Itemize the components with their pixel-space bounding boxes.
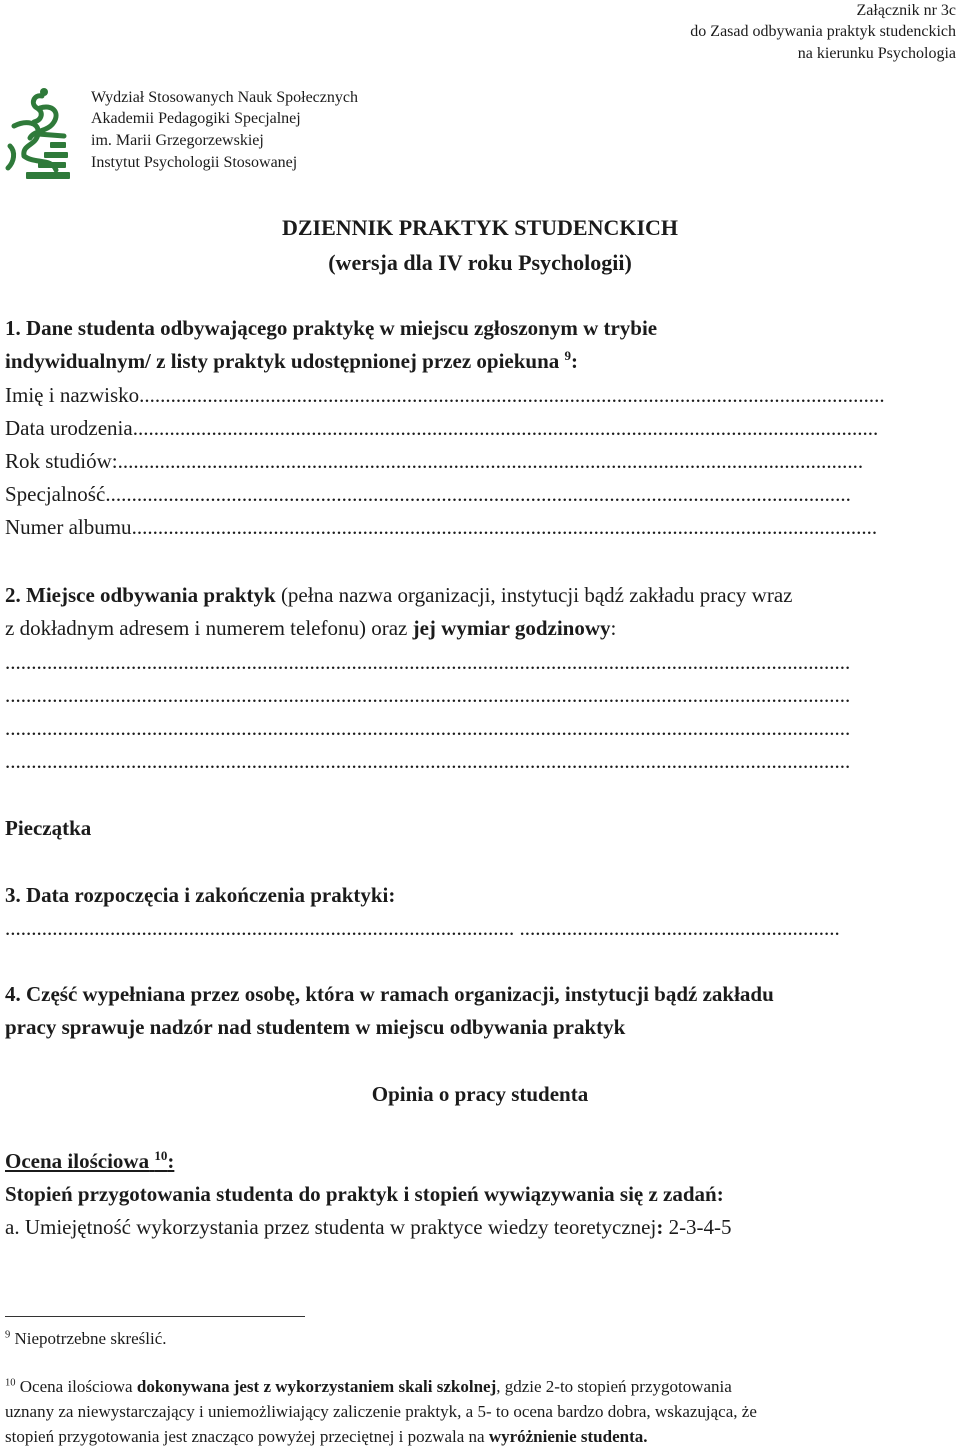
section4-heading-line2: pracy sprawuje nadzór nad studentem w miejscu odbywania praktyk [5,1015,626,1039]
annex-line-3: na kierunku Psychologia [797,45,956,62]
workplace-blank-line[interactable]: ................................................................................................................................................................. [5,683,851,707]
birth-date-label: Data urodzenia [5,416,133,440]
section1-heading-line1: 1. Dane studenta odbywającego praktykę w miejscu zgłoszonym w trybie [5,316,658,340]
university-logo-icon [4,86,76,182]
annex-line-1: Załącznik nr 3c [856,2,956,19]
album-label: Numer albumu [5,515,132,539]
workplace-blank-line[interactable]: ................................................................................................................................................................. [5,716,851,740]
preparation-heading: Stopień przygotowania studenta do praktyk i stopień wywiązywania się z zadań: [5,1182,724,1206]
institution-line-1: Wydział Stosowanych Nauk Społecznych [91,89,358,106]
footnote-10-line2: uznany za niewystarczający i uniemożliwiający zaliczenie praktyk, a 5- to ocena bardzo dobra, wskazująca, że [5,1402,757,1421]
footnote-9: $^9$ Niepotrzebne skreślić. [5,1329,167,1348]
birth-date-blank: .............................................................................................................................................. [132,416,879,440]
specialty-field[interactable] [5,479,949,509]
institution-line-3: im. Marii Grzegorzewskiej [91,132,264,149]
workplace-blank-line[interactable]: ................................................................................................................................................................. [5,749,851,773]
album-field[interactable] [5,512,949,542]
annex-line-2: do Zasad odbywania praktyk studenckich [690,23,956,40]
institution-line-4: Instytut Psychologii Stosowanej [91,154,298,171]
document-title: DZIENNIK PRAKTYK STUDENCKICH [281,215,679,240]
year-label: Rok studiów: [5,449,118,473]
specialty-label: Specjalność [5,482,106,506]
footnote-10-line1: $^{10}$ Ocena ilościowa dokonywana jest z wykorzystaniem skali szkolnej, gdzie 2-to stopień przygotowania [5,1377,732,1396]
name-label: Imię i nazwisko [5,383,140,407]
section1-heading-line2: indywidualnym/ z listy praktyk udostępnionej przez opiekuna $^9$: [5,348,579,373]
section2-line2: z dokładnym adresem i numerem telefonu) oraz jej wymiar godzinowy: [5,616,617,640]
birth-date-field[interactable] [5,413,949,443]
opinion-title: Opinia o pracy studenta [371,1082,589,1106]
section2-line1: 2. Miejsce odbywania praktyk (pełna nazwa organizacji, instytucji bądź zakładu pracy wraz [5,583,793,607]
workplace-blank-line[interactable]: ................................................................................................................................................................. [5,650,851,674]
footnote-ref-9: 9 [564,348,572,363]
institution-line-2: Akademii Pedagogiki Specjalnej [91,110,301,127]
album-blank: .............................................................................................................................................. [131,515,878,539]
specialty-blank: .............................................................................................................................................. [105,482,851,506]
name-blank: .............................................................................................................................................. [139,383,885,407]
name-field[interactable] [5,380,949,410]
stamp-label: Pieczątka [5,816,92,840]
footnote-ref-10: 10 [154,1148,168,1163]
year-blank: .............................................................................................................................................. [117,449,864,473]
quantitative-label: Ocena ilościowa $^{10}$: [5,1148,175,1173]
section3-heading: 3. Data rozpoczęcia i zakończenia praktyki: [5,883,396,907]
year-field[interactable] [5,446,949,476]
section4-heading-line1: 4. Część wypełniana przez osobę, która w ramach organizacji, instytucji bądź zakładu [5,982,774,1006]
dates-blank-line[interactable]: ................................................................................................. ............................................................. [5,916,840,940]
document-subtitle: (wersja dla IV roku Psychologii) [328,250,632,275]
footnote-separator [5,1316,305,1317]
footnote-10-line3: stopień przygotowania jest znacząco powyżej przeciętnej i pozwala na wyróżnienie studenta. [5,1427,648,1446]
item-a: a. Umiejętność wykorzystania przez studenta w praktyce wiedzy teoretycznej: 2-3-4-5 [5,1215,732,1239]
